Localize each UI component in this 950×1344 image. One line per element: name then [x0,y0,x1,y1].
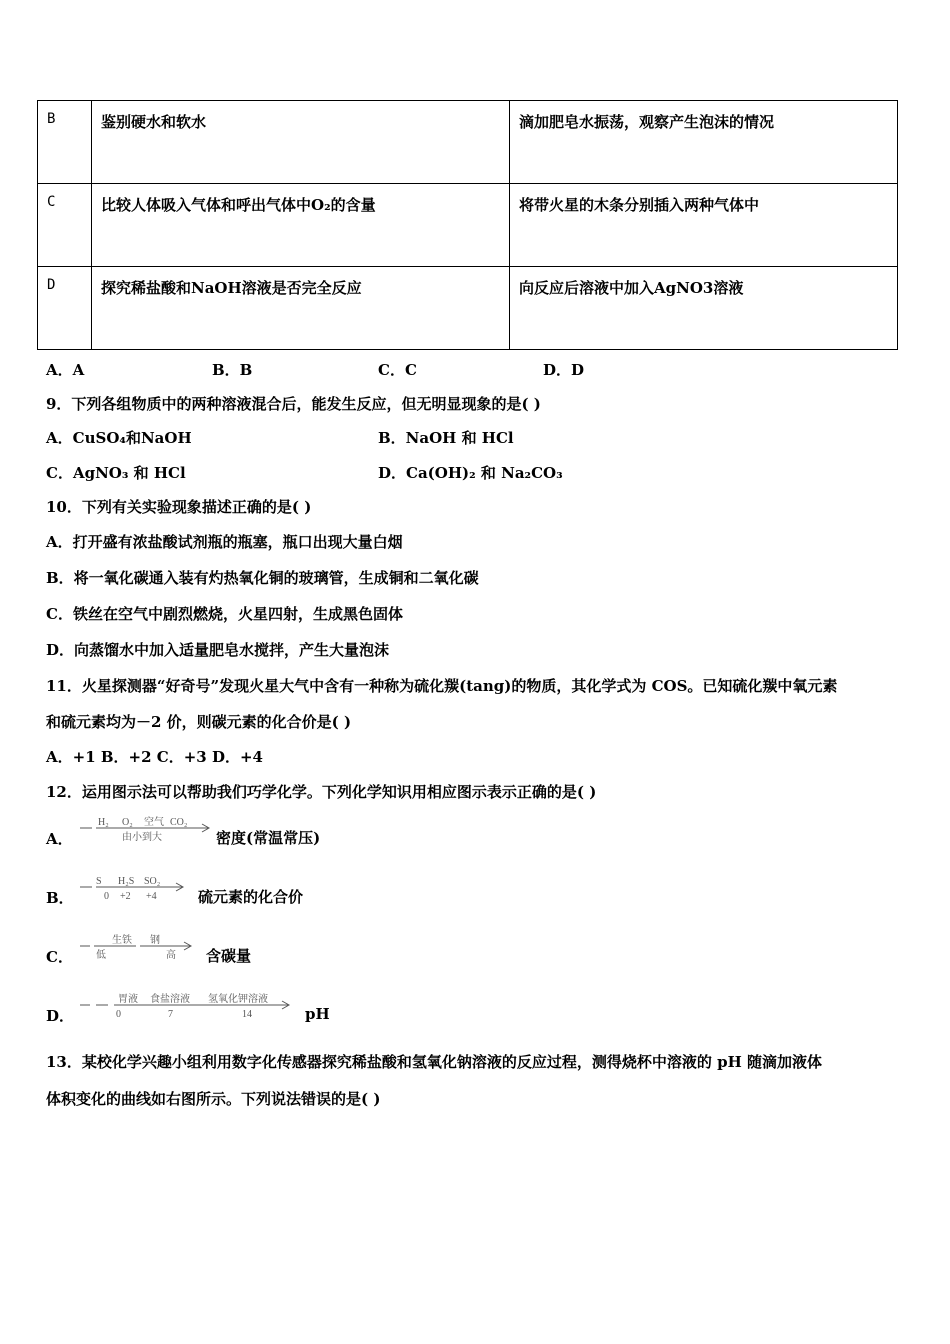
q10-stem: 10．下列有关实验现象描述正确的是( ) [46,498,312,516]
row-purpose: 比较人体吸入气体和呼出气体中O₂的含量 [92,184,510,267]
q12-c-under: 低 [96,950,106,961]
q12-b-under: +4 [146,891,157,902]
table-row [38,184,898,267]
q12-a-arrow-diagram [78,814,228,848]
table-row [38,267,898,350]
q12-a-under: 由小到大 [122,832,162,843]
row-letter: C [38,184,92,267]
row-letter: D [38,267,92,350]
q12-a-item: O₂ [122,817,133,828]
row-method: 滴加肥皂水振荡，观察产生泡沫的情况 [510,101,898,184]
experiment-table [37,100,898,350]
q8-option-d: D．D [543,361,585,379]
q12-d-item: 胃液 [118,994,138,1005]
q12-b-caption: 硫元素的化合价 [198,888,304,906]
q12-b-item: SO₂ [144,876,161,887]
q12-c-label: C． [46,948,73,966]
q12-diagram-a [46,812,646,852]
q11-stem-line1: 11．火星探测器“好奇号”发现火星大气中含有一种称为硫化羰(tang)的物质，其化学式为 COS。已知硫化羰中氧元素 [46,677,838,695]
q11-stem-line2: 和硫元素均为－2 价，则碳元素的化合价是( ) [46,713,352,731]
q9-option-c: C．AgNO₃ 和 HCl [46,464,186,482]
q9-option-d: D．Ca(OH)₂ 和 Na₂CO₃ [378,464,563,482]
q12-d-under: 0 [116,1009,121,1020]
q12-b-item: H₂S [118,876,135,887]
q12-d-label: D． [46,1007,75,1025]
q12-a-item: 空气 [144,817,164,828]
q12-a-caption: 密度(常温常压) [216,829,321,847]
q12-b-item: S [96,876,102,887]
row-purpose: 探究稀盐酸和NaOH溶液是否完全反应 [92,267,510,350]
q12-b-under: 0 [104,891,109,902]
q12-d-item: 氢氧化钾溶液 [208,994,268,1005]
q10-option-d: D．向蒸馏水中加入适量肥皂水搅拌，产生大量泡沫 [46,641,390,659]
q12-diagram-d [46,989,646,1029]
q12-c-caption: 含碳量 [206,947,252,965]
q12-a-label: A． [46,830,73,848]
q12-d-under: 14 [242,1009,252,1020]
row-method: 将带火星的木条分别插入两种气体中 [510,184,898,267]
q10-option-b: B．将一氧化碳通入装有灼热氧化铜的玻璃管，生成铜和二氧化碳 [46,569,479,587]
q9-option-b: B．NaOH 和 HCl [378,429,514,447]
table-row [38,101,898,184]
q13-stem-line2: 体积变化的曲线如右图所示。下列说法错误的是( ) [46,1090,381,1108]
q8-option-b: B．B [212,361,253,379]
q12-stem: 12．运用图示法可以帮助我们巧学化学。下列化学知识用相应图示表示正确的是( ) [46,783,597,801]
q12-d-under: 7 [168,1009,173,1020]
q10-option-c: C．铁丝在空气中剧烈燃烧，火星四射，生成黑色固体 [46,605,403,623]
q9-stem: 9．下列各组物质中的两种溶液混合后，能发生反应，但无明显现象的是( ) [46,395,541,413]
q12-a-item: CO₂ [170,817,188,828]
row-letter: B [38,101,92,184]
q11-options: A．+1 B．+2 C．+3 D．+4 [46,748,263,766]
q12-diagram-c [46,930,646,970]
q12-c-item: 生铁 [112,935,132,946]
row-method: 向反应后溶液中加入AgNO3溶液 [510,267,898,350]
q8-option-c: C．C [378,361,417,379]
q12-c-under: 高 [166,950,176,961]
q12-d-arrow-diagram [78,991,318,1025]
q12-diagram-b [46,871,646,911]
q12-d-item: 食盐溶液 [150,994,190,1005]
q9-option-a: A．CuSO₄和NaOH [46,429,192,447]
q12-d-caption: pH [305,1005,330,1023]
q12-b-under: +2 [120,891,131,902]
q13-stem-line1: 13．某校化学兴趣小组利用数字化传感器探究稀盐酸和氢氧化钠溶液的反应过程，测得烧杯中溶液的 pH 随滴加液体 [46,1053,822,1071]
q8-option-a: A．A [46,361,85,379]
q10-option-a: A．打开盛有浓盐酸试剂瓶的瓶塞，瓶口出现大量白烟 [46,533,403,551]
q12-b-label: B． [46,889,74,907]
row-purpose: 鉴别硬水和软水 [92,101,510,184]
q12-a-item: H₂ [98,817,109,828]
q12-c-item: 钢 [150,935,160,946]
